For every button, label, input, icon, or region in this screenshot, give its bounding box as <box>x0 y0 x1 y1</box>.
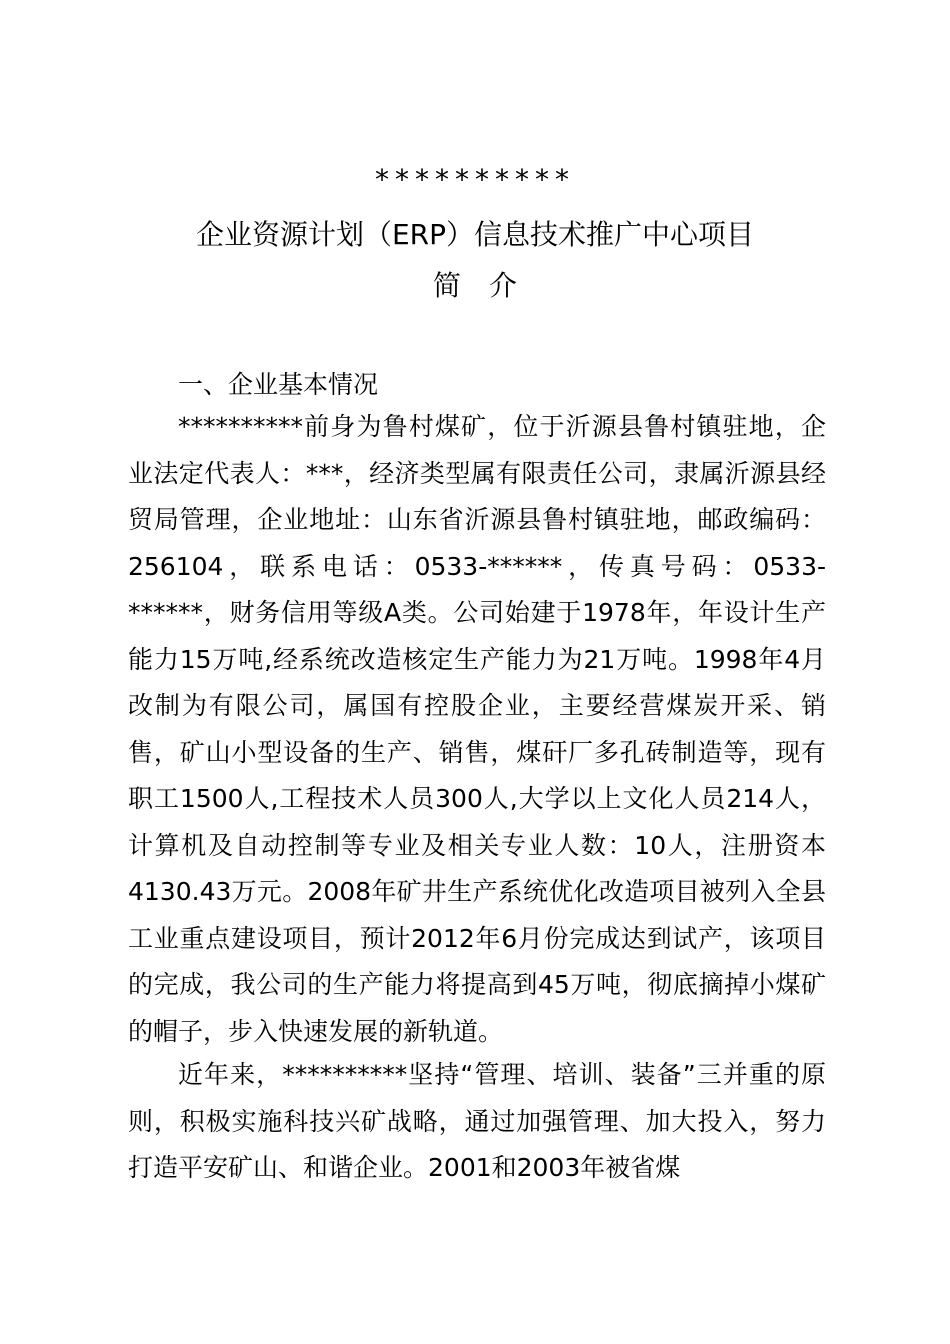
section-heading: 一、企业基本情况 <box>178 370 379 399</box>
paragraph-company-overview: **********前身为鲁村煤矿，位于沂源县鲁村镇驻地，企业法定代表人：***，经济类型属有限责任公司，隶属沂源县经贸局管理，企业地址：山东省沂源县鲁村镇驻地，邮政编码：256104，联系电话：0533-******，传真号码：0533-******，财务信用等级A类。公司始建于1978年，年设计生产能力15万吨,经系统改造核定生产能力为21万吨。1998年4月改制为有限公司，属国有控股企业，主要经营煤炭开采、销售，矿山小型设备的生产、销售，煤矸厂多孔砖制造等，现有职工1500人,工程技术人员300人,大学以上文化人员214人，计算机及自动控制等专业及相关专业人数：10人，注册资本4130.43万元。2008年矿井生产系统优化改造项目被列入全县工业重点建设项目，预计2012年6月份完成达到试产，该项目的完成，我公司的生产能力将提高到45万吨，彻底摘掉小煤矿的帽子，步入快速发展的新轨道。 <box>128 412 826 1046</box>
document-subtitle: 简介 <box>432 269 545 302</box>
paragraph-recent-years: 近年来，**********坚持“管理、培训、装备”三并重的原则，积极实施科技兴矿战略，通过加强管理、加大投入，努力打造平安矿山、和谐企业。2001和2003年被省煤 <box>128 1060 826 1182</box>
title-stars: ********** <box>375 163 575 196</box>
document-title: 企业资源计划（ERP）信息技术推广中心项目 <box>195 218 755 251</box>
